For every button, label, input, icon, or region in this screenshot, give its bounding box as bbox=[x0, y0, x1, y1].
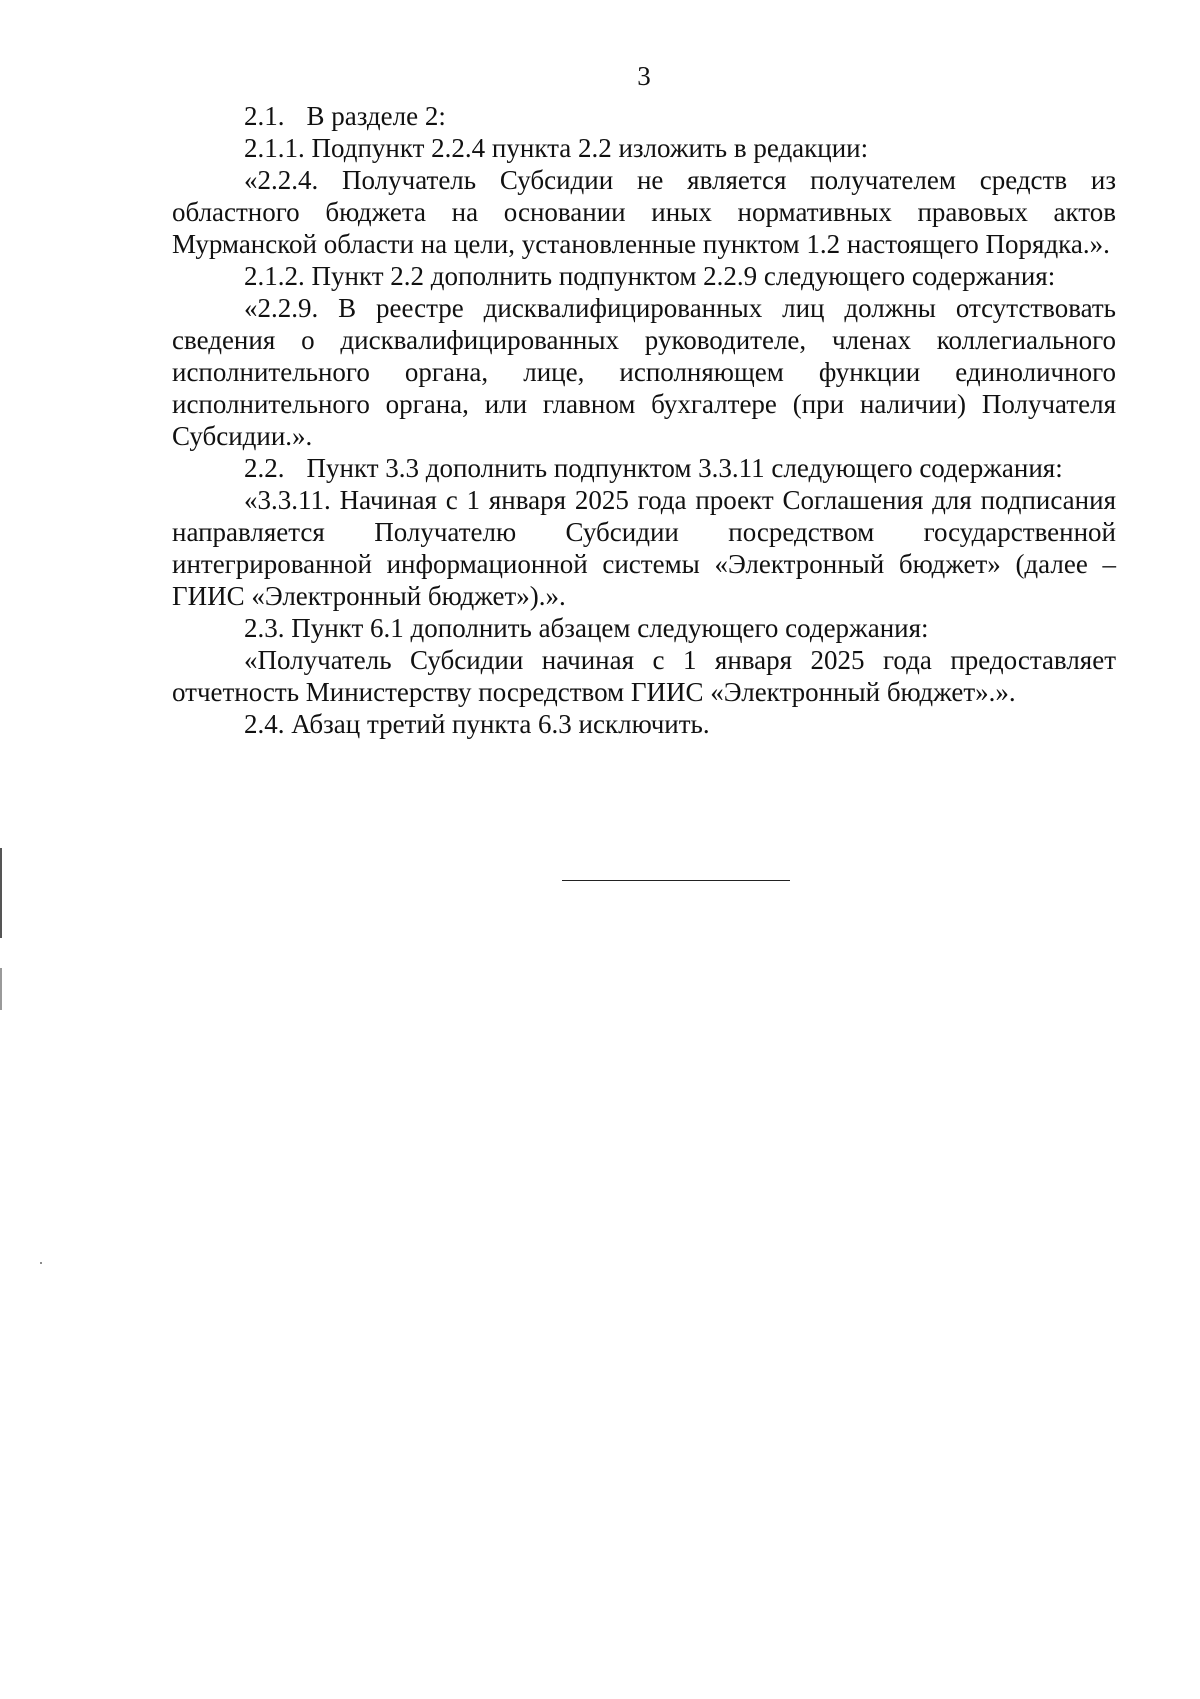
page-number: 3 bbox=[637, 61, 651, 91]
paragraph-quote-2-2-4 bbox=[172, 164, 1116, 260]
paragraph-text: «2.2.9. В реестре дисквалифицированных лиц должны отсутствовать сведения о дисквалифицированных руководителе, членах коллегиального исполнительного органа, лице, исполняющем функции единоличного исполнительного органа, или главном бухгалтере (при наличии) Получателя Субсидии.». bbox=[172, 293, 1116, 451]
paragraph-text: 2.1.1. Подпункт 2.2.4 пункта 2.2 изложить в редакции: bbox=[244, 133, 869, 163]
paragraph-text: «2.2.4. Получатель Субсидии не является получателем средств из областного бюджета на основании иных нормативных правовых актов Мурманской области на цели, установленные пунктом 1.2 настоящего Порядка.». bbox=[172, 165, 1116, 259]
paragraph-quote-3-3-11 bbox=[172, 484, 1116, 612]
paragraph-text: 2.4. Абзац третий пункта 6.3 исключить. bbox=[244, 709, 710, 739]
paragraph-text: «3.3.11. Начиная с 1 января 2025 года проект Соглашения для подписания направляется Получателю Субсидии посредством государственной интегрированной информационной системы «Электронный бюджет» (далее – ГИИС «Электронный бюджет»).». bbox=[172, 485, 1116, 611]
paragraph-number: 2.1. bbox=[244, 101, 285, 131]
paragraph-text: 2.3. Пункт 6.1 дополнить абзацем следующего содержания: bbox=[244, 613, 929, 643]
paragraph-text: В разделе 2: bbox=[306, 101, 446, 131]
scan-edge-mark bbox=[0, 848, 2, 938]
scan-speck bbox=[40, 1262, 42, 1264]
paragraph-number: 2.2. bbox=[244, 453, 285, 483]
paragraph-2-1-1 bbox=[172, 132, 1116, 164]
paragraph-2-3 bbox=[172, 612, 1116, 644]
scan-edge-mark bbox=[0, 968, 2, 1010]
paragraph-2-1-2 bbox=[172, 260, 1116, 292]
paragraph-text: «Получатель Субсидии начиная с 1 января 2025 года предоставляет отчетность Министерству посредством ГИИС «Электронный бюджет».». bbox=[172, 645, 1116, 707]
paragraph-text: Пункт 3.3 дополнить подпунктом 3.3.11 следующего содержания: bbox=[306, 453, 1063, 483]
paragraph-quote-reporting bbox=[172, 644, 1116, 708]
document-body bbox=[172, 100, 1116, 740]
end-of-document-rule bbox=[562, 880, 790, 881]
paragraph-quote-2-2-9 bbox=[172, 292, 1116, 452]
paragraph-text: 2.1.2. Пункт 2.2 дополнить подпунктом 2.2.9 следующего содержания: bbox=[244, 261, 1056, 291]
paragraph-2-4 bbox=[172, 708, 1116, 740]
paragraph-2-2 bbox=[172, 452, 1116, 484]
paragraph-2-1 bbox=[172, 100, 1116, 132]
